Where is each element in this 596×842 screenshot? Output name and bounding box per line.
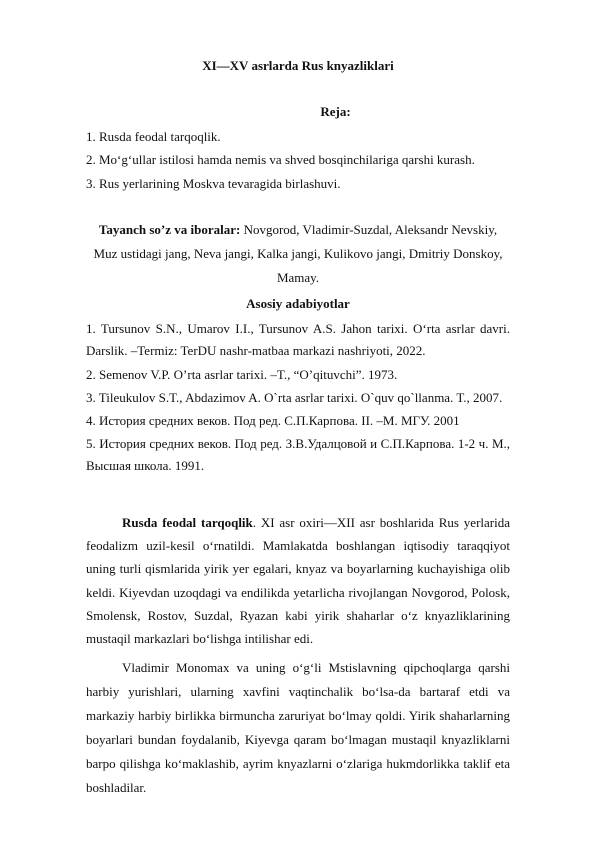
literature-item-3: 3. Tileukulov S.T., Abdazimov A. O`rta asrlar tarixi. O`quv qo`llanma. T., 2007. <box>86 390 503 405</box>
keywords-block <box>86 218 510 290</box>
literature-heading: Asosiy adabiyotlar <box>246 296 350 311</box>
literature-item-5: 5. История средних веков. Под ред. З.В.Удалцовой и С.П.Карпова. 1-2 ч. М., Высшая школа. 1991. <box>86 436 510 473</box>
body-paragraph-2: Vladimir Monomax va uning o‘g‘li Mstislavning qipchoqlarga qarshi harbiy yurishlari, ularning xavfini vaqtinchalik bo‘lsa-da bartaraf etdi va markaziy harbiy birlikka birmuncha zaruriyat bo‘lmay qoldi. Yirik shaharlarning boyarlari bundan foydalanib, Kiyevga qaram bo‘lmagan mustaqil knyazliklarni barpo qilishga ko‘maklashib, ayrim knyazlarni o‘zlariga hukmdorlikka taklif eta boshladilar. <box>86 660 510 795</box>
plan-item-3: 3. Rus yerlarining Moskva tevaragida birlashuvi. <box>86 176 341 191</box>
paragraph-1-text: . XI asr oxiri—XII asr boshlarida Rus yerlarida feodalizm uzil-kesil o‘rnatildi. Mamlakatda boshlangan iqtisodiy taraqqiyot uning turli qismlarida yirik yer egalari, knyaz va boyarlarning kuchayishiga olib keldi. Kiyevdan uzoqdagi va endilikda yetarlicha rivojlangan Novgorod, Polosk, Smolensk, Rostov, Suzdal, Ryazan kabi yirik shaharlar o‘z knyazliklarining mustaqil markazlari bo‘lishga intilishar edi. <box>86 515 510 647</box>
literature-item-2: 2. Semenov V.P. O’rta asrlar tarixi. –T., “O’qituvchi”. 1973. <box>86 367 398 382</box>
keywords-text: Novgorod, Vladimir-Suzdal, Aleksandr Nevskiy, Muz ustidagi jang, Neva jangi, Kalka jangi, Kulikovo jangi, Dmitriy Donskoy, Mamay. <box>93 222 503 285</box>
plan-heading: Reja: <box>320 104 351 119</box>
keywords-label: Tayanch so’z va iboralar: <box>98 222 241 237</box>
page-title: XI—XV asrlarda Rus knyazliklari <box>202 58 394 73</box>
plan-item-2: 2. Mo‘g‘ullar istilosi hamda nemis va shved bosqinchilariga qarshi kurash. <box>86 152 475 167</box>
literature-item-4: 4. История средних веков. Под ред. С.П.Карпова. II. –М. МГУ. 2001 <box>86 413 460 428</box>
paragraph-lead: Rusda feodal tarqoqlik <box>122 515 253 530</box>
literature-item-1: 1. Tursunov S.N., Umarov I.I., Tursunov A.S. Jahon tarixi. O‘rta asrlar davri. Darslik. –Termiz: TerDU nashr-matbaa markazi nashriyoti, 2022. <box>86 321 510 358</box>
plan-item-1: 1. Rusda feodal tarqoqlik. <box>86 129 221 144</box>
body-paragraph-1 <box>86 511 510 650</box>
